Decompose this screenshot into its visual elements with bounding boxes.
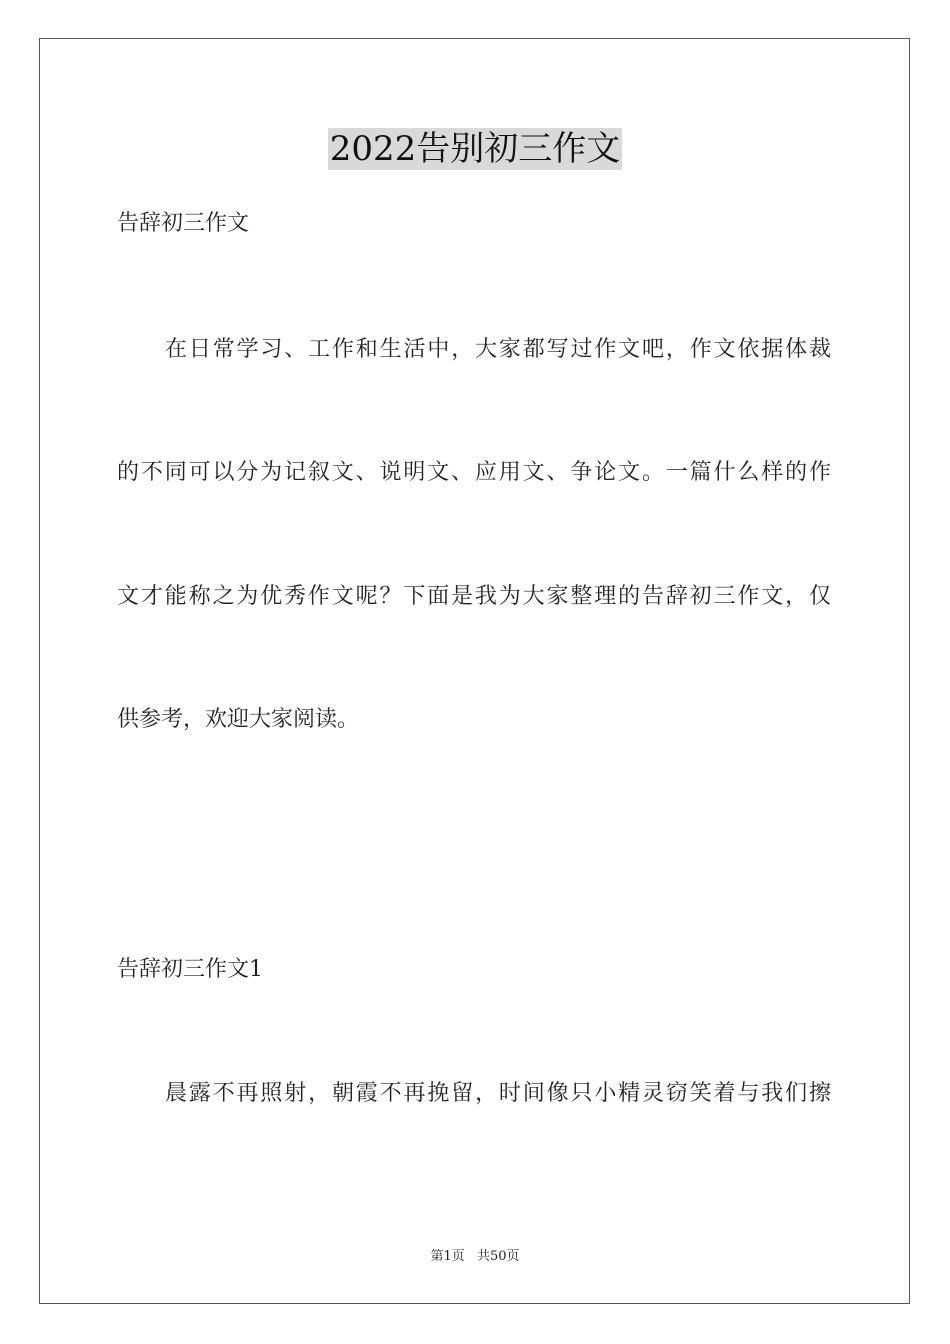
intro-line-4: 供参考，欢迎大家阅读。: [117, 707, 360, 732]
title-container: [0, 128, 950, 170]
section-line-1: 晨露不再照射，朝霞不再挽留，时间像只小精灵窃笑着与我们擦: [165, 1081, 831, 1106]
document-title: 2022告别初三作文: [329, 129, 621, 169]
subtitle: 告辞初三作文: [117, 211, 250, 236]
page-footer: [0, 1248, 950, 1266]
intro-line-1: 在日常学习、工作和生活中，大家都写过作文吧，作文依据体裁: [165, 337, 831, 362]
intro-line-2: 的不同可以分为记叙文、说明文、应用文、争论文。一篇什么样的作: [117, 460, 831, 485]
page-total: 共50页: [476, 1249, 520, 1264]
intro-line-3: 文才能称之为优秀作文呢？下面是我为大家整理的告辞初三作文，仅: [117, 584, 831, 609]
page-number: 第1页: [430, 1249, 465, 1264]
section-heading: 告辞初三作文1: [117, 957, 263, 982]
